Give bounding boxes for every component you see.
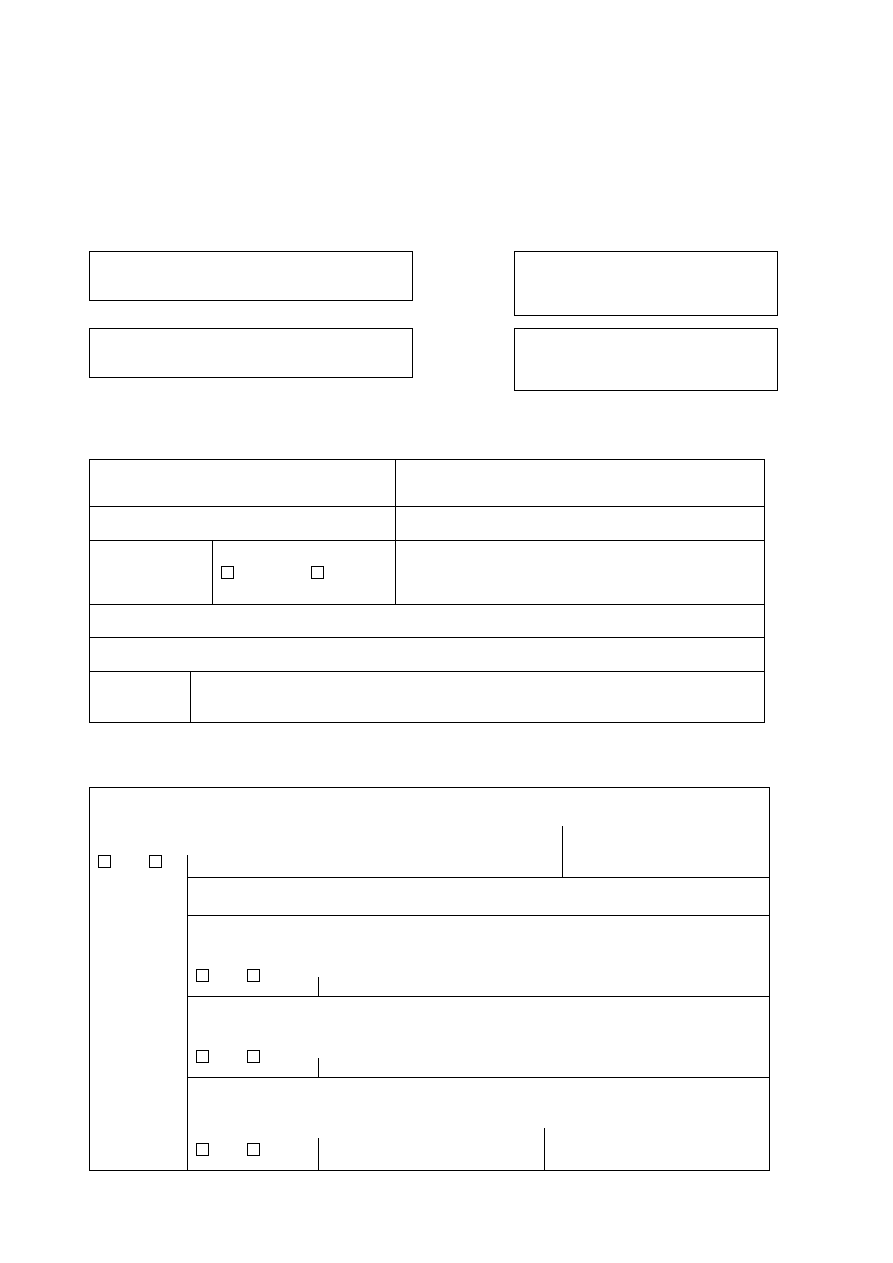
lower-table-column-divider — [318, 1138, 319, 1171]
lower-table-checkbox-3[interactable] — [196, 969, 209, 982]
lower-table-row-divider — [187, 1077, 770, 1078]
top-right-field-2[interactable] — [514, 328, 778, 391]
info-table-checkbox-2[interactable] — [311, 566, 324, 579]
lower-table-checkbox-4[interactable] — [247, 969, 260, 982]
info-table-column-divider — [395, 459, 396, 604]
lower-table-checkbox-5[interactable] — [196, 1050, 209, 1063]
lower-table-checkbox-8[interactable] — [247, 1143, 260, 1156]
info-table-column-divider — [190, 671, 191, 723]
info-table-column-divider — [212, 540, 213, 604]
top-left-field-2[interactable] — [89, 328, 413, 378]
lower-table-column-divider — [318, 977, 319, 996]
lower-table-row-divider — [187, 915, 770, 916]
lower-table — [89, 787, 770, 1171]
lower-table-row-divider — [187, 996, 770, 997]
lower-table-checkbox-2[interactable] — [149, 855, 162, 868]
lower-table-row-divider — [187, 877, 770, 878]
lower-table-column-divider — [544, 1128, 545, 1171]
info-table-row-divider — [89, 604, 765, 605]
lower-table-column-divider — [318, 1058, 319, 1077]
info-table-row-divider — [89, 506, 765, 507]
top-right-field-1[interactable] — [514, 251, 778, 316]
info-table-row-divider — [89, 540, 765, 541]
lower-table-checkbox-1[interactable] — [98, 855, 111, 868]
lower-table-column-divider — [562, 826, 563, 877]
lower-table-checkbox-6[interactable] — [247, 1050, 260, 1063]
lower-table-column-divider — [187, 855, 188, 1171]
top-left-field-1[interactable] — [89, 251, 413, 301]
info-table-row-divider — [89, 637, 765, 638]
lower-table-checkbox-7[interactable] — [196, 1143, 209, 1156]
info-table-checkbox-1[interactable] — [221, 566, 234, 579]
